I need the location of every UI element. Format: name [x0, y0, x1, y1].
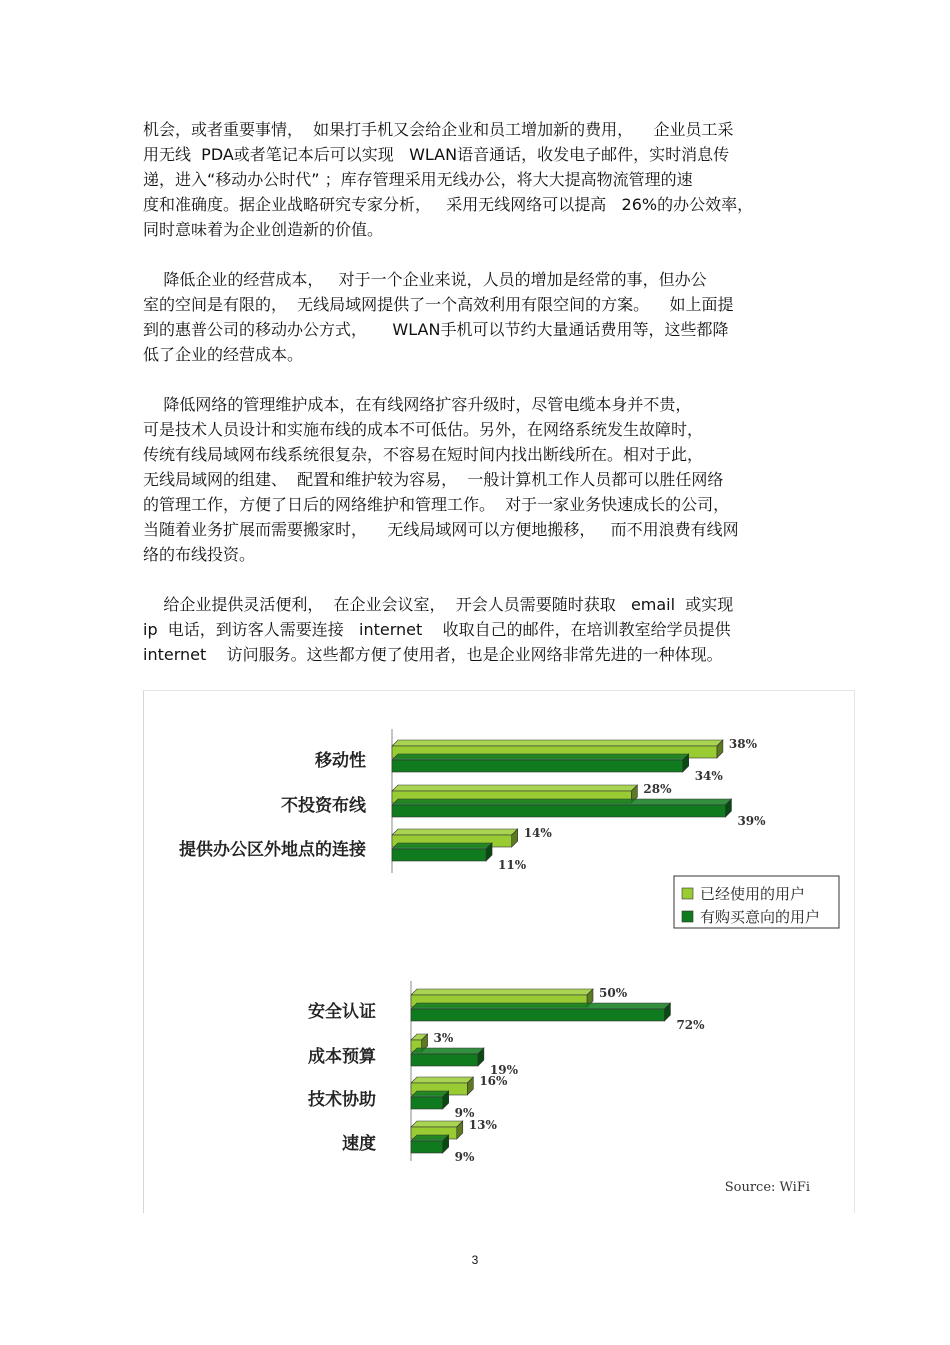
- category-label: 成本预算: [308, 1047, 376, 1067]
- text-line: 的管理工作，方便了日后的网络维护和管理工作。 对于一家业务快速成长的公司，: [143, 495, 730, 514]
- data-label: 39%: [737, 814, 766, 828]
- bar-top: [411, 989, 593, 995]
- source-label: Source: WiFi: [724, 1180, 810, 1195]
- text-line: 给企业提供灵活便利， 在企业会议室， 开会人员需要随时获取 email 或实现: [143, 595, 734, 614]
- data-label: 38%: [728, 737, 758, 751]
- paragraph-network-maintenance: [143, 392, 808, 567]
- text-line: 降低网络的管理维护成本，在有线网络扩容升级时，尽管电缆本身并不贵，: [143, 395, 692, 414]
- bar-top: [411, 1135, 449, 1141]
- data-label: 14%: [523, 826, 552, 840]
- category-label: 提供办公区外地点的连接: [179, 840, 366, 860]
- data-label: 3%: [433, 1031, 454, 1045]
- text-line: 络的布线投资。: [143, 545, 256, 564]
- bar-top: [392, 785, 637, 791]
- data-label: 11%: [498, 858, 527, 872]
- bar-top: [392, 843, 492, 849]
- text-line: 可是技术人员设计和实施布线的成本不可低估。另外，在网络系统发生故障时，: [143, 420, 704, 439]
- paragraph-flexibility: [143, 592, 808, 667]
- bar-top: [392, 754, 689, 760]
- data-label: 16%: [479, 1074, 508, 1088]
- bar-top: [411, 1077, 473, 1083]
- text-line: 同时意味着为企业创造新的价值。: [143, 220, 384, 239]
- bar-top: [392, 799, 731, 805]
- text-line: ip 电话，到访客人需要连接 internet 收取自己的邮件，在培训教室给学员提供: [143, 620, 731, 639]
- paragraph-mobile-office: [143, 117, 808, 242]
- text-line: 无线局域网的组建、 配置和维护较为容易， 一般计算机工作人员都可以胜任网络: [143, 470, 724, 489]
- bar: [392, 849, 486, 861]
- bar: [392, 760, 683, 772]
- text-line: 低了企业的经营成本。: [143, 345, 304, 364]
- data-label: 19%: [489, 1063, 518, 1077]
- category-label: 移动性: [315, 751, 366, 771]
- data-label: 34%: [694, 769, 723, 783]
- data-label: 72%: [676, 1018, 705, 1032]
- chart-figure: [143, 690, 855, 1213]
- data-label: 50%: [599, 986, 628, 1000]
- data-label: 13%: [468, 1118, 497, 1132]
- bar: [411, 1097, 443, 1109]
- bar: [392, 805, 725, 817]
- text-line: 降低企业的经营成本， 对于一个企业来说，人员的增加是经常的事，但办公: [143, 270, 707, 289]
- legend-swatch: [682, 888, 693, 899]
- legend-label: 有购买意向的用户: [700, 908, 821, 926]
- category-label: 技术协助: [308, 1090, 376, 1110]
- category-label: 安全认证: [308, 1002, 376, 1022]
- text-line: 到的惠普公司的移动办公方式， WLAN手机可以节约大量通话费用等，这些都降: [143, 320, 729, 339]
- text-line: 传统有线局域网布线系统很复杂，不容易在短时间内找出断线所在。相对于此，: [143, 445, 704, 464]
- category-label: 速度: [342, 1134, 376, 1154]
- text-line: 当随着业务扩展而需要搬家时， 无线局域网可以方便地搬移， 而不用浪费有线网: [143, 520, 739, 539]
- bar-top: [392, 740, 723, 746]
- bar-top: [411, 1003, 670, 1009]
- bar: [411, 1141, 443, 1153]
- text-line: 用无线 PDA或者笔记本后可以实现 WLAN语音通话，收发电子邮件，实时消息传: [143, 145, 730, 164]
- bar-top: [411, 1121, 463, 1127]
- bar: [411, 1009, 664, 1021]
- bar: [411, 1054, 478, 1066]
- text-line: 度和准确度。据企业战略研究专家分析， 采用无线网络可以提高 26%的办公效率，: [143, 195, 754, 214]
- data-label: 28%: [643, 782, 672, 796]
- data-label: 9%: [454, 1106, 475, 1120]
- text-line: 室的空间是有限的， 无线局域网提供了一个高效利用有限空间的方案。 如上面提: [143, 295, 734, 314]
- page-number: 3: [471, 1253, 479, 1267]
- data-label: 9%: [454, 1150, 475, 1164]
- category-label: 不投资布线: [281, 796, 366, 816]
- bar-top: [392, 829, 518, 835]
- bar-top: [411, 1091, 449, 1097]
- text-line: 递，进入“移动办公时代” ；库存管理采用无线办公，将大大提高物流管理的速: [143, 170, 693, 189]
- bar-charts: [144, 691, 854, 1213]
- legend-swatch: [682, 911, 693, 922]
- legend-label: 已经使用的用户: [700, 885, 806, 903]
- bar-top: [411, 1048, 484, 1054]
- paragraph-operating-cost: [143, 267, 808, 367]
- text-line: 机会，或者重要事情， 如果打手机又会给企业和员工增加新的费用， 企业员工采: [143, 120, 734, 139]
- text-line: internet 访问服务。这些都方便了使用者，也是企业网络非常先进的一种体现。: [143, 645, 723, 664]
